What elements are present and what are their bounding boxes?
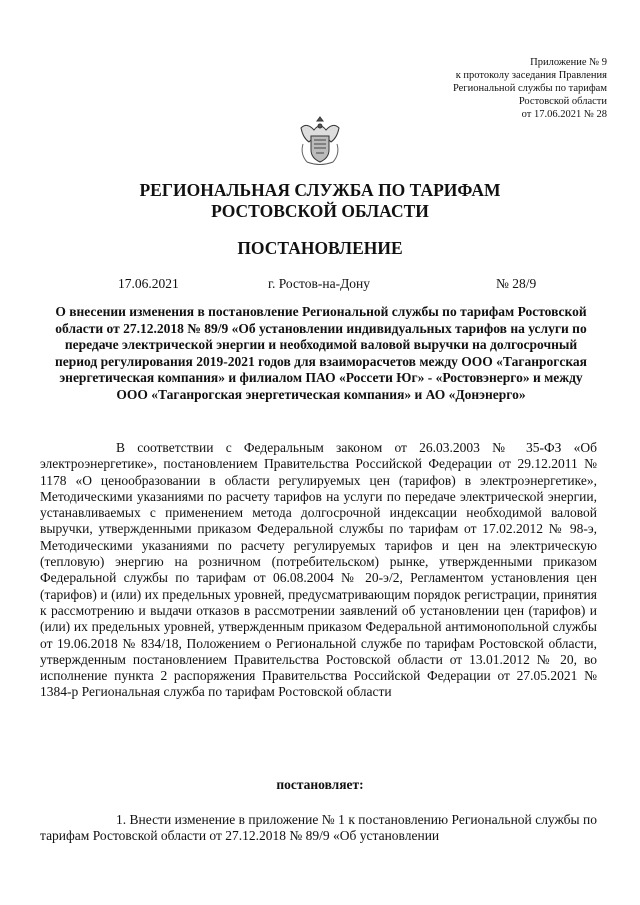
point-1-paragraph: 1. Внести изменение в приложение № 1 к постановлению Региональной службы по тарифам Ростовской области от 27.12.2018 № 89/9 «Об установлении [40,812,597,844]
appendix-line: Ростовской области [518,96,607,107]
decree-word: постановляет: [276,777,364,792]
organization-title-line2: РОСТОВСКОЙ ОБЛАСТИ [211,201,429,221]
appendix-note [367,56,607,121]
appendix-line: Региональной службы по тарифам [452,83,607,94]
organization-title [0,180,640,222]
document-type: ПОСТАНОВЛЕНИЕ [237,238,403,258]
appendix-line: Приложение № 9 [530,57,607,68]
document-subject: О внесении изменения в постановление Региональной службы по тарифам Ростовской области от 27.12.2018 № 89/9 «Об установлении индивидуальных тарифов на услуги по передаче электрической энергии и необходимой валовой выручки на долгосрочный период регулирования 2019-2021 годов для взаиморасчетов между ООО «Таганрогская энергетическая компания» и филиалом ПАО «Россети Юг» - «Ростовэнерго» и между ООО «Таганрогская энергетическая компания» и АО «Донэнерго» [54,304,587,402]
document-date: 17.06.2021 [118,276,179,291]
appendix-line: к протоколу заседания Правления [455,70,607,81]
preamble-paragraph: В соответствии с Федеральным законом от 26.03.2003 № 35-ФЗ «Об электроэнергетике», постановлением Правительства Российской Федерации от 29.12.2011 № 1178 «О ценообразовании в области регулируемых цен (тарифов) в электроэнергетике», Методическими указаниями по расчету тарифов на услуги по передаче электрической энергии, устанавливаемых с применением метода долгосрочной индексации необходимой валовой выручки, утвержденными приказом Федеральной службы по тарифам от 17.02.2012 № 98-э, Методическими указаниями по расчету регулируемых тарифов и цен на электрическую (тепловую) энергию на розничном (потребительском) рынке, утвержденными приказом Федеральной службы по тарифам от 06.08.2004 № 20-э/2, Регламентом установления цен (тарифов) и (или) их предельных уровней, предусматривающим порядок регистрации, принятия к рассмотрению и выдачи отказов в рассмотрении заявлений об установлении цен (тарифов) и (или) их предельных уровней, утвержденным приказом Федеральной антимонопольной службы от 19.06.2018 № 834/18, Положением о Региональной службе по тарифам Ростовской области, утвержденным постановлением Правительства Ростовской области от 13.01.2012 № 20, во исполнение пункта 2 распоряжения Правительства Российской Федерации от 27.05.2021 № 1384-р Региональная служба по тарифам Ростовской области [40,440,597,700]
coat-of-arms-icon [297,114,343,168]
appendix-line: от 17.06.2021 № 28 [521,109,607,120]
organization-title-line1: РЕГИОНАЛЬНАЯ СЛУЖБА ПО ТАРИФАМ [139,180,501,200]
document-number: № 28/9 [496,276,537,291]
document-city: г. Ростов-на-Дону [268,276,371,291]
